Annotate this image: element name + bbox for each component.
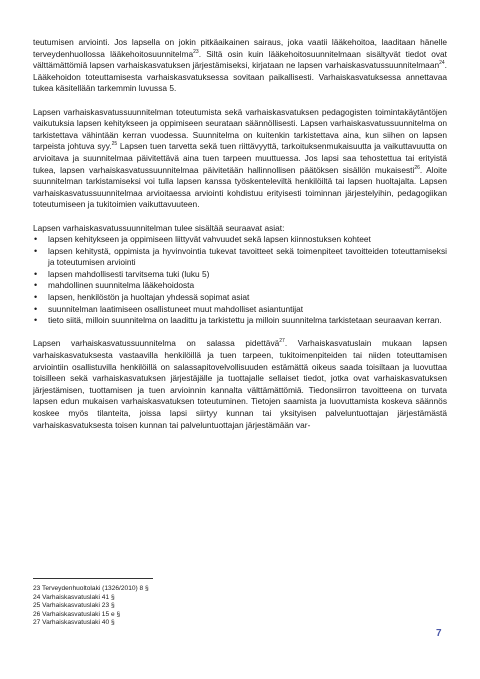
- paragraph-medication: [33, 37, 447, 95]
- list-item: • lapsen, henkilöstön ja huoltajan yhdessä sopimat asiat: [33, 292, 447, 304]
- footnote-ref[interactable]: 26: [414, 164, 420, 171]
- list-item: • lapsen kehitystä, oppimista ja hyvinvointia tukevat tavoitteet sekä toimenpiteet tavoitteiden toteuttamiseksi ja toteutumisen arviointi: [33, 246, 447, 269]
- paragraph-review: [33, 107, 447, 211]
- footnote: 24 Varhaiskasvatuslaki 41 §: [33, 593, 115, 601]
- list-intro: Lapsen varhaiskasvatussuunnitelman tulee sisältää seuraavat asiat:: [33, 222, 285, 233]
- page-number: 7: [436, 628, 442, 639]
- footnote-ref[interactable]: 24: [439, 60, 445, 67]
- footnote-separator: [33, 578, 153, 579]
- body-text: [33, 37, 447, 431]
- footnote: 26 Varhaiskasvatuslaki 15 e §: [33, 610, 121, 618]
- footnote: 25 Varhaiskasvatuslaki 23 §: [33, 602, 115, 610]
- footnote-ref[interactable]: 27: [279, 338, 285, 345]
- text-run: Lapsen varhaiskasvatussuunnitelma on salassa pidettävä: [33, 338, 280, 349]
- text-run: . Lääkehoidon toteuttamisesta varhaiskasvatuksessa sovitaan paikallisesti. Varhaiskasvatuksessa annettavaa tukea käsitellään tarkemmin luvussa 5.: [33, 60, 447, 94]
- paragraph-confidentiality: [33, 338, 447, 431]
- text-run: . Varhaiskasvatuslain mukaan lapsen varhaiskasvatuksesta vastaavilla henkilöillä ja tuen tarpeen, tukitoimenpiteiden tai niiden toteuttamisen arviointiin osallistuvilla henkilöillä on salassapitovelvollisuuden estämättä oikeus saada toisiltaan ja luovuttaa toisilleen sekä varhaiskasvatuksen järjestäjälle ja tuottajalle sellaiset tiedot, jotka ovat varhaiskasvatuksen järjestämisen, tuottamisen ja tuen arvioinnin kannalta välttämättömiä. Tiedonsiirron tavoitteena on turvata lapsen edun mukaisen varhaiskasvatuksen toteutuminen. Tietojen saamista ja luovuttamista koskeva säännös koskee myös tilanteita, joissa lapsi siirtyy kunnan tai yksityisen palveluntuottajan järjestämästä varhaiskasvatuksesta toisen kunnan tai palveluntuottajan järjestämään var-: [33, 338, 447, 430]
- text-run: Lapsen tuen tarvetta sekä tuen riittävyyttä, tarkoituksenmukaisuutta ja vaikuttavuutta on arvioitava ja suunnitelmaa päivitettävä aina tuen tarpeen muuttuessa. Jos lapsi saa tehostettua tai erityistä tukea, lapsen varhaiskasvatussuunnitelmaa päivitetään hallinnollisen päätöksen sisällön mukaisesti: [33, 141, 447, 175]
- text-run: . Aloite suunnitelman tarkistamiseksi voi tulla lapsen kanssa työskenteleviltä henkilöiltä tai lapsen huoltajalta. Lapsen varhaiskasvatussuunnitelmaa arvioitaessa arviointi kohdistuu erityisesti toiminnan järjestelyihin, pedagogiikan toteutumiseen ja tukitoimien vaikuttavuuteen.: [33, 164, 447, 210]
- footnote-ref[interactable]: 25: [111, 141, 118, 148]
- text-run: . Siltä osin kuin lääkehoitosuunnitelmaan sisältyvät tiedot ovat välttämättömiä lapsen varhaiskasvatuksen järjestämiseksi, kirjataan ne lapsen varhaiskasvatussuunnitelmaan: [33, 48, 447, 71]
- list-item: • suunnitelman laatimiseen osallistuneet muut mahdolliset asiantuntijat: [33, 304, 447, 316]
- contents-list: [33, 234, 447, 327]
- list-item: • mahdollinen suunnitelma lääkehoidosta: [33, 280, 447, 292]
- footnote: 27 Varhaiskasvatuslaki 40 §: [33, 619, 115, 627]
- footnote-ref[interactable]: 23: [193, 48, 199, 55]
- list-item: • lapsen kehitykseen ja oppimiseen liittyvät vahvuudet sekä lapsen kiinnostuksen kohteet: [33, 234, 447, 246]
- text-run: Lapsen varhaiskasvatussuunnitelman toteutumista sekä varhaiskasvatuksen pedagogisten toimintakäytäntöjen vaikutuksia lapsen kehitykseen ja oppimiseen seurataan säännöllisesti. Lapsen varhaiskasvatussuunnitelma on tarkistettava vähintään kerran vuodessa. Suunnitelma on kuitenkin tarkistettava aina, kun siihen on lapsen tarpeista johtuva syy.: [33, 106, 447, 152]
- text-run: teutumisen arviointi. Jos lapsella on jokin pitkäaikainen sairaus, joka vaatii lääkehoitoa, laaditaan hänelle terveydenhuollossa lääkehoitosuunnitelma: [33, 37, 447, 59]
- list-item: • tieto siitä, milloin suunnitelma on laadittu ja tarkistettu ja milloin suunnitelma tarkistetaan seuraavan kerran.: [33, 315, 447, 327]
- list-item: • lapsen mahdollisesti tarvitsema tuki (luku 5): [33, 269, 447, 281]
- footnotes: [33, 578, 447, 628]
- footnote: 23 Terveydenhuoltolaki (1326/2010) 8 §: [33, 585, 149, 592]
